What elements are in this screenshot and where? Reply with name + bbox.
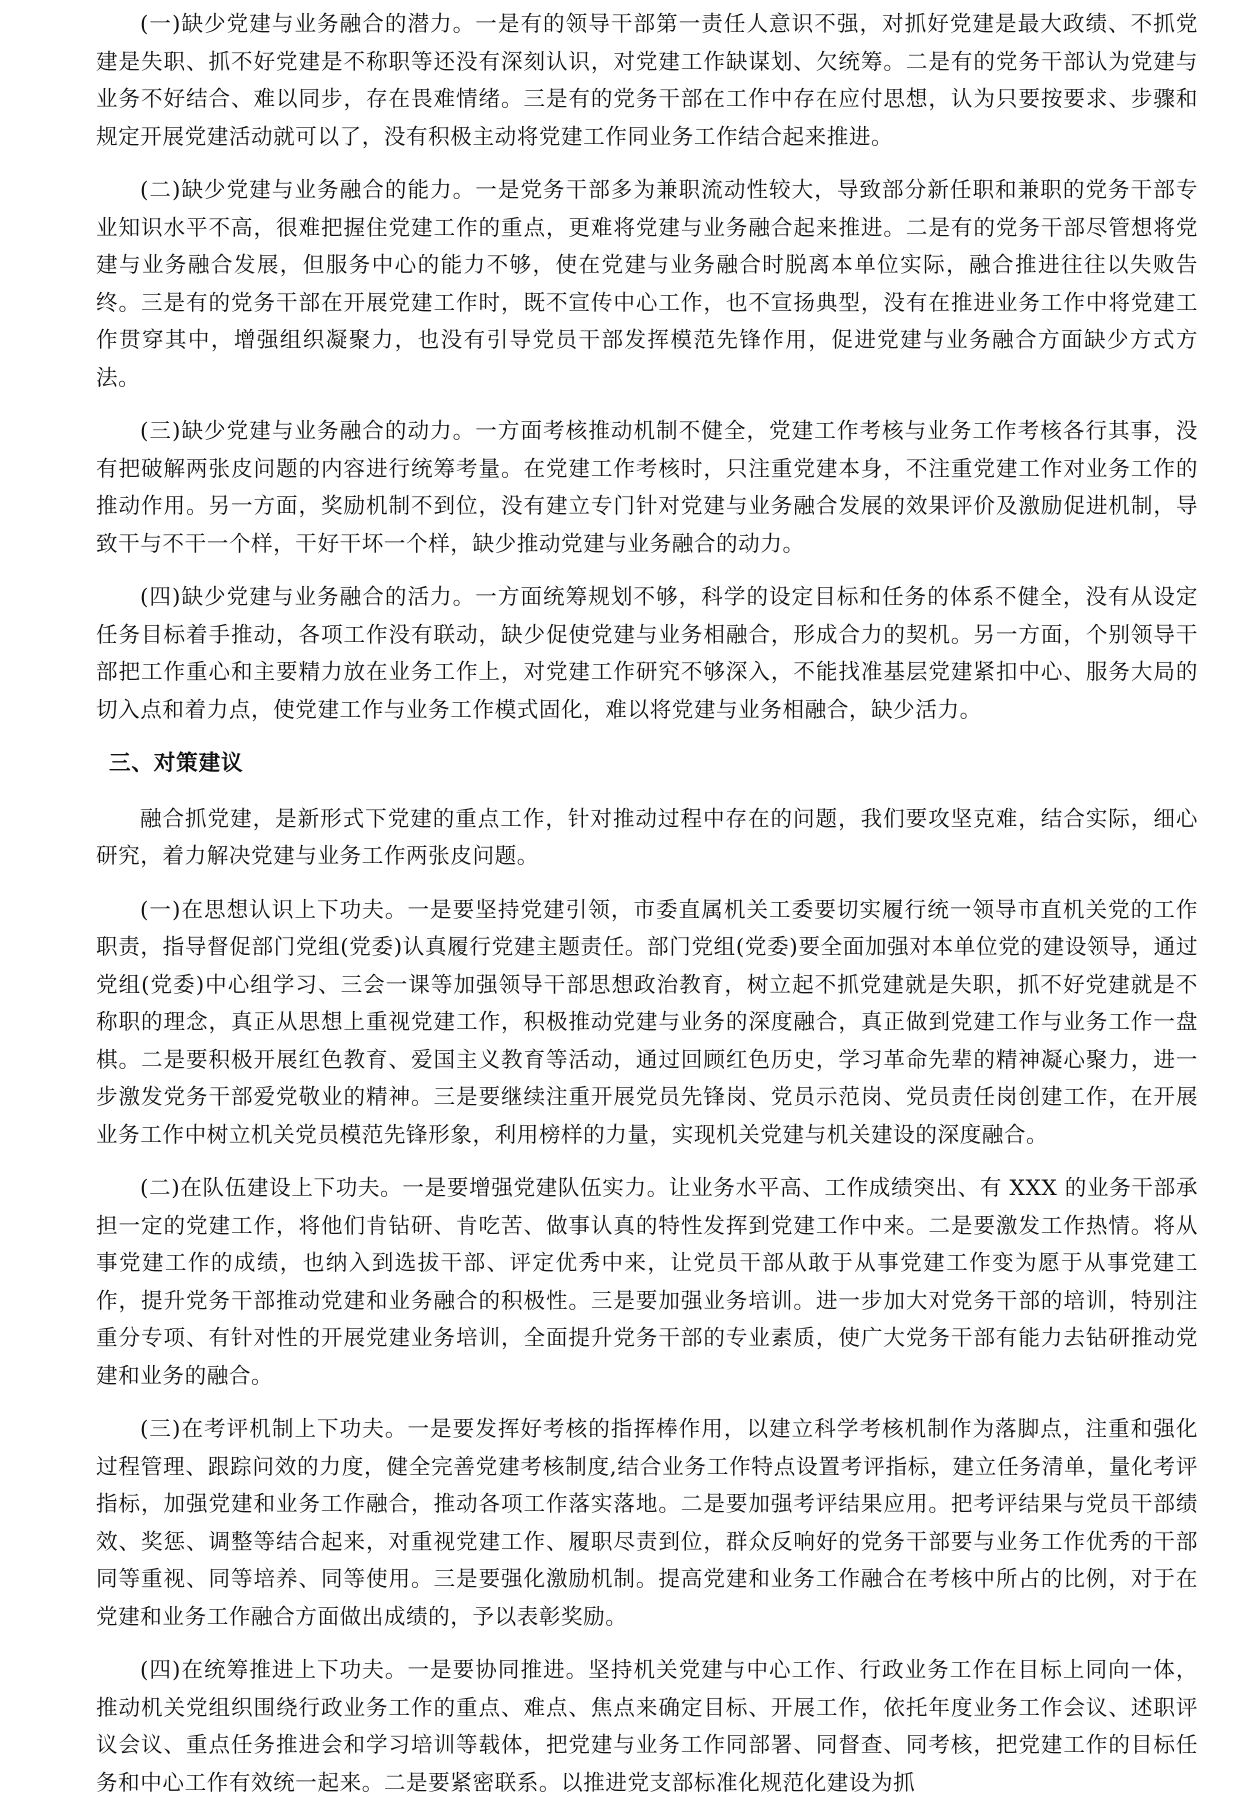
paragraph-ideology: (一)在思想认识上下功夫。一是要坚持党建引领，市委直属机关工委要切实履行统一领导市直机关党的工作职责，指导督促部门党组(党委)认真履行党建主题责任。部门党组(党委)要全面加强对本单位党的建设领导，通过党组(党委)中心组学习、三会一课等加强领导干部思想政治教育，树立起不抓党建就是失职，抓不好党建就是不称职的理念，真正从思想上重视党建工作，积极推动党建与业务的深度融合，真正做到党建工作与业务工作一盘棋。二是要积极开展红色教育、爱国主义教育等活动，通过回顾红色历史，学习革命先辈的精神凝心聚力，进一步激发党务干部爱党敬业的精神。三是要继续注重开展党员先锋岗、党员示范岗、党员责任岗创建工作，在开展业务工作中树立机关党员模范先锋形象，利用榜样的力量，实现机关党建与机关建设的深度融合。 [96, 897, 1198, 1148]
paragraph-evaluation: (三)在考评机制上下功夫。一是要发挥好考核的指挥棒作用，以建立科学考核机制作为落脚点，注重和强化过程管理、跟踪问效的力度，健全完善党建考核制度,结合业务工作特点设置考评指标，建立任务清单，量化考评指标，加强党建和业务工作融合，推动各项工作落实落地。二是要加强考评结果应用。把考评结果与党员干部绩效、奖惩、调整等结合起来，对重视党建工作、履职尽责到位，群众反响好的党务干部要与业务工作优秀的干部同等重视、同等培养、同等使用。三是要强化激励机制。提高党建和业务工作融合在考核中所占的比例，对于在党建和业务工作融合方面做出成绩的，予以表彰奖励。 [96, 1417, 1198, 1630]
paragraph-coordination: (四)在统筹推进上下功夫。一是要协同推进。坚持机关党建与中心工作、行政业务工作在目标上同向一体，推动机关党组织围绕行政业务工作的重点、难点、焦点来确定目标、开展工作，依托年度业务工作会议、述职评议会议、重点任务推进会和学习培训等载体，把党建与业务工作同部署、同督查、同考核，把党建工作的目标任务和中心工作有效统一起来。二是要紧密联系。以推进党支部标准化规范化建设为抓 [96, 1658, 1198, 1796]
section-heading: 三、对策建议 [109, 751, 244, 776]
paragraph-intro: 融合抓党建，是新形式下党建的重点工作，针对推动过程中存在的问题，我们要攻坚克难，结合实际，细心研究，着力解决党建与业务工作两张皮问题。 [96, 806, 1198, 869]
paragraph-capability: (二)缺少党建与业务融合的能力。一是党务干部多为兼职流动性较大，导致部分新任职和兼职的党务干部专业知识水平不高，很难把握住党建工作的重点，更难将党建与业务融合起来推进。二是有的党务干部尽管想将党建与业务融合发展，但服务中心的能力不够，使在党建与业务融合时脱离本单位实际，融合推进往往以失败告终。三是有的党务干部在开展党建工作时，既不宣传中心工作，也不宣扬典型，没有在推进业务工作中将党建工作贯穿其中，增强组织凝聚力，也没有引导党员干部发挥模范先锋作用，促进党建与业务融合方面缺少方式方法。 [96, 178, 1198, 391]
paragraph-potential: (一)缺少党建与业务融合的潜力。一是有的领导干部第一责任人意识不强，对抓好党建是最大政绩、不抓党建是失职、抓不好党建是不称职等还没有深刻认识，对党建工作缺谋划、欠统筹。二是有的党务干部认为党建与业务不好结合、难以同步，存在畏难情绪。三是有的党务干部在工作中存在应付思想，认为只要按要求、步骤和规定开展党建活动就可以了，没有积极主动将党建工作同业务工作结合起来推进。 [96, 12, 1198, 150]
paragraph-motivation: (三)缺少党建与业务融合的动力。一方面考核推动机制不健全，党建工作考核与业务工作考核各行其事，没有把破解两张皮问题的内容进行统筹考量。在党建工作考核时，只注重党建本身，不注重党建工作对业务工作的推动作用。另一方面，奖励机制不到位，没有建立专门针对党建与业务融合发展的效果评价及激励促进机制，导致干与不干一个样，干好干坏一个样，缺少推动党建与业务融合的动力。 [96, 419, 1198, 557]
paragraph-team-building: (二)在队伍建设上下功夫。一是要增强党建队伍实力。让业务水平高、工作成绩突出、有 XXX 的业务干部承担一定的党建工作，将他们肯钻研、肯吃苦、做事认真的特性发挥到党建工作中来。二是要激发工作热情。将从事党建工作的成绩，也纳入到选拔干部、评定优秀中来，让党员干部从敢于从事党建工作变为愿于从事党建工作，提升党务干部推动党建和业务融合的积极性。三是要加强业务培训。进一步加大对党务干部的培训，特别注重分专项、有针对性的开展党建业务培训，全面提升党务干部的专业素质，使广大党务干部有能力去钻研推动党建和业务的融合。 [96, 1176, 1198, 1389]
paragraph-vitality: (四)缺少党建与业务融合的活力。一方面统筹规划不够，科学的设定目标和任务的体系不健全，没有从设定任务目标着手推动，各项工作没有联动，缺少促使党建与业务相融合，形成合力的契机。另一方面，个别领导干部把工作重心和主要精力放在业务工作上，对党建工作研究不够深入，不能找准基层党建紧扣中心、服务大局的切入点和着力点，使党建工作与业务工作模式固化，难以将党建与业务相融合，缺少活力。 [96, 585, 1198, 723]
